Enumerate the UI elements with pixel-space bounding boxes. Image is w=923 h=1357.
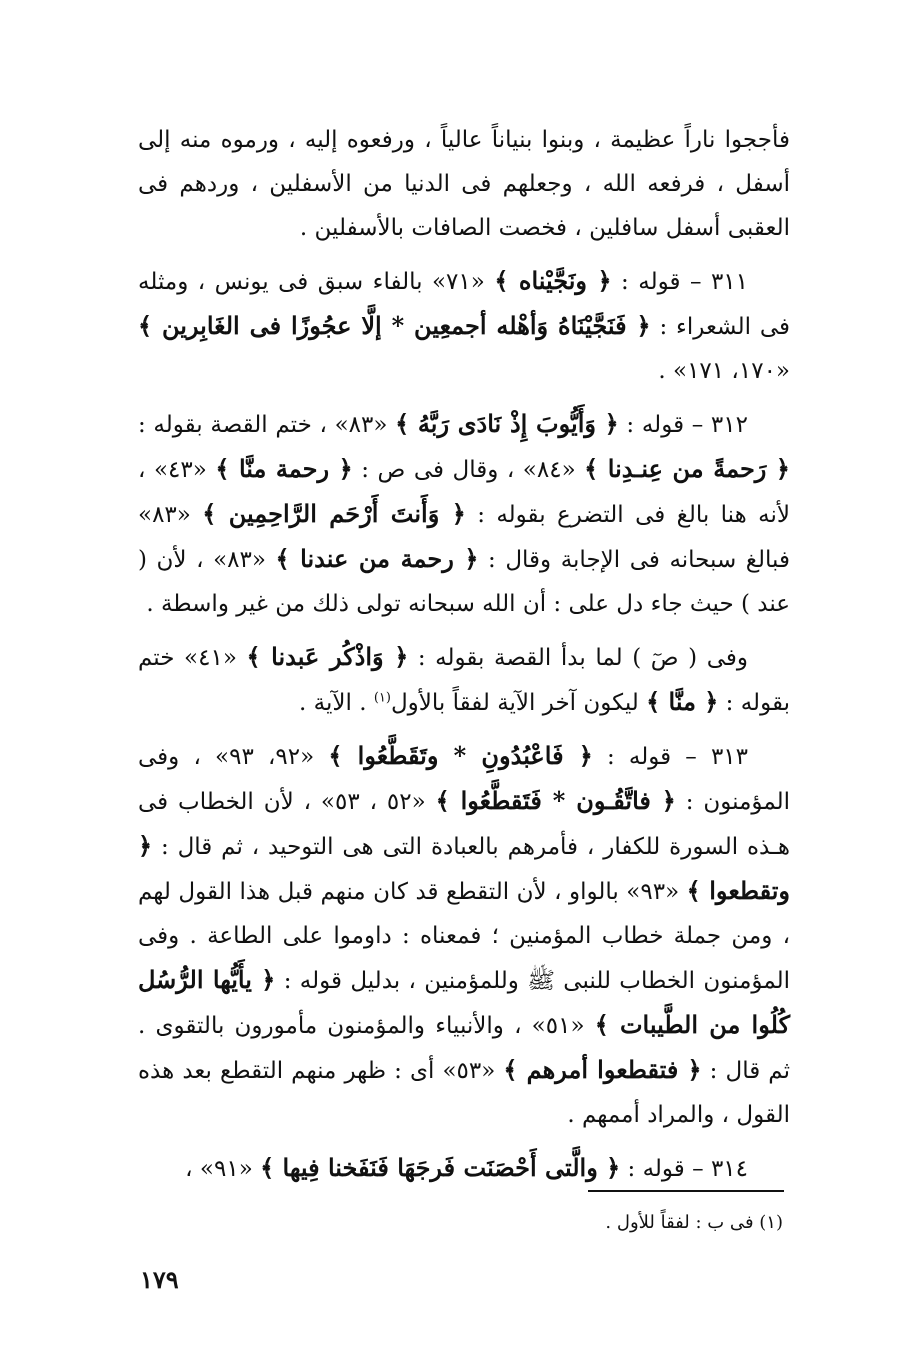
quran-quote: ﴿ والَّتى أَحْصَنَت فَرجَهَا فَنَفَخنا فِيها ﴾ [260, 1153, 621, 1182]
text-run: . الآية . [299, 690, 374, 716]
paragraph-p1 [138, 118, 790, 250]
quran-quote: ﴿ فاتَّقُـون * فَتَقطَّعُوا ﴾ [435, 786, 676, 815]
text-run: «٩١» ، [185, 1156, 261, 1182]
quran-quote: ﴿ ونَجَّيْناه ﴾ [494, 266, 612, 295]
text-run: «٨٣» ، لأن ( عند ) حيث جاء دل على : أن الله سبحانه تولى ذلك من غير واسطة . [138, 547, 790, 617]
text-run: ٣١٣ – قوله : [592, 744, 749, 770]
text-run: فأججوا ناراً عظيمة ، وبنوا بنياناً عالياً ، ورفعوه إليه ، ورموه منه إلى أسفل ، فرفعه الله ، وجعلهم فى الدنيا من الأسفلين ، وردهم فى العقبى أسفل سافلين ، فخصت الصافات بالأسفلين . [138, 127, 790, 241]
text-run: وفى ( صٓ ) لما بدأ القصة بقوله : [408, 645, 748, 671]
text-run: ٣١٤ – قوله : [620, 1156, 748, 1182]
text-run: «٥٣» أى : ظهر منهم التقطع بعد هذه القول ، والمراد أممهم . [138, 1058, 790, 1128]
paragraph-p6 [138, 1146, 790, 1191]
quran-quote: ﴿ رحمة منَّا ﴾ [215, 454, 353, 483]
text-run: «٧١» بالفاء سبق فى يونس ، ومثله فى الشعراء : [138, 269, 790, 340]
quran-quote: ﴿ رحمة من عندنا ﴾ [275, 544, 479, 573]
text-run: ٣١١ – قوله : [611, 269, 748, 295]
text-run: «٥١» ، والأنبياء والمؤمنون مأمورون بالتقوى . ثم قال : [138, 1013, 790, 1084]
quran-quote: ﴿ رَحمةً من عِنـدِنا ﴾ [584, 454, 790, 483]
text-run: ليكون آخر الآية لفقاً بالأول [390, 690, 647, 716]
paragraph-p3 [138, 402, 790, 626]
text-run: ٣١٢ – قوله : [618, 412, 748, 438]
quran-quote: ﴿ فتقطعوا أمرهم ﴾ [503, 1055, 702, 1084]
quran-quote: ﴿ يأَيُّها الرُّسُل كُلُوا من الطَّيبات ﴾ [138, 965, 790, 1039]
text-run: «٤٣» ، لأنه هنا بالغ فى التضرع بقوله : [138, 457, 790, 528]
quran-quote: ﴿ فَنَجَّيْنَاهُ وَأهْله أجمعِين * إلَّا عجُوزًا فى الغَابِرين ﴾ [138, 311, 651, 340]
text-run: «١٧٠، ١٧١» . [658, 358, 790, 384]
text-run: «٩٣» بالواو ، لأن التقطع قد كان منهم قبل هذا القول لهم ، ومن جملة خطاب المؤمنين ؛ فمعناه : داوموا على الطاعة . وفى المؤمنون الخطاب للنبى ﷺ وللمؤمنين ، بدليل قوله : [138, 879, 791, 994]
paragraph-p5 [138, 734, 790, 1137]
text-run: «٨٤» ، وقال فى ص : [352, 457, 585, 483]
quran-quote: ﴿ منَّا ﴾ [646, 687, 719, 716]
quran-quote: ﴿ وَأَنتَ أَرْحَم الرَّاحِمِين ﴾ [202, 499, 466, 528]
text-run: «٩٢، ٩٣» ، وفى المؤمنون : [138, 744, 791, 815]
text-run: «٤١» ختم بقوله : [138, 645, 790, 716]
page-number: ١٧٩ [140, 1265, 179, 1294]
quran-quote: ﴿ وَاذْكُر عَبدنا ﴾ [246, 642, 409, 671]
text-run: «٨٣» ، ختم القصة بقوله : [138, 412, 396, 438]
footnote-divider [588, 1190, 784, 1192]
footnote-marker: (١) [373, 690, 391, 706]
main-text [138, 118, 790, 1200]
paragraph-p2 [138, 259, 790, 393]
quran-quote: ﴿ فَاعْبُدُونِ * وتَقَطَّعُوا ﴾ [328, 741, 593, 770]
footnote: (١) فى ب : لفقاً للأول . [605, 1212, 783, 1233]
paragraph-p4 [138, 635, 790, 725]
quran-quote: ﴿ وَأَيُّوبَ إِذْ نَادَى رَبَّهُ ﴾ [395, 409, 619, 438]
quran-quote: ﴿ وتقطعوا ﴾ [138, 831, 790, 905]
text-run: «٨٣» فبالغ سبحانه فى الإجابة وقال : [138, 502, 790, 573]
text-run: «٥٢ ، ٥٣» ، لأن الخطاب فى هـذه السورة للكفار ، فأمرهم بالعبادة التى هى التوحيد ، ثم قال : [138, 789, 790, 860]
